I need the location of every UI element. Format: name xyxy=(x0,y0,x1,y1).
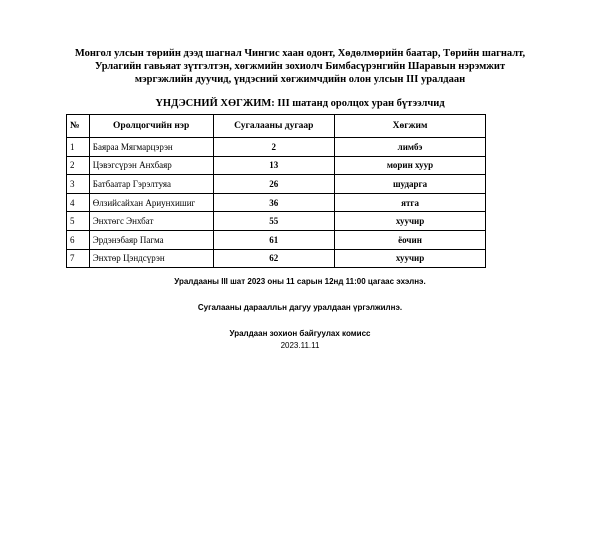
cell-number: 2 xyxy=(67,156,90,175)
table-row xyxy=(67,230,486,249)
cell-name: Өлзийсайхан Ариунхишиг xyxy=(89,193,213,212)
header-cell-number: № xyxy=(67,115,90,138)
cell-lot: 55 xyxy=(213,212,335,231)
header-cell-lot: Сугалааны дугаар xyxy=(213,115,335,138)
participants-table xyxy=(66,114,486,268)
table-row xyxy=(67,156,486,175)
cell-name: Энхтөгс Энхбат xyxy=(89,212,213,231)
cell-name: Энхтөр Цэндсүрэн xyxy=(89,249,213,268)
cell-instrument: морин хуур xyxy=(335,156,486,175)
document-date: 2023.11.11 xyxy=(280,341,320,350)
cell-name: Цэвэгсүрэн Анхбаяр xyxy=(89,156,213,175)
header-cell-name: Оролцогчийн нэр xyxy=(89,115,213,138)
cell-name: Баяраа Мягмарцэрэн xyxy=(89,138,213,157)
header-cell-instrument: Хөгжим xyxy=(335,115,486,138)
cell-number: 6 xyxy=(67,230,90,249)
cell-number: 7 xyxy=(67,249,90,268)
order-note: Сугалааны дараалльн дагуу уралдаан үргэлжилнэ. xyxy=(197,303,403,312)
cell-lot: 2 xyxy=(213,138,335,157)
organizer-signature: Уралдаан зохион байгуулах комисс xyxy=(229,329,371,338)
cell-number: 5 xyxy=(67,212,90,231)
header-line: Урлагийн гавьяат зүтгэлтэн, хөгжмийн зохиолч Бимбасүрэнгийн Шаравын нэрэмжит xyxy=(94,61,506,72)
cell-instrument: лимбэ xyxy=(335,138,486,157)
cell-instrument: шударга xyxy=(335,175,486,194)
cell-instrument: ятга xyxy=(335,193,486,212)
cell-instrument: хуучир xyxy=(335,212,486,231)
cell-number: 4 xyxy=(67,193,90,212)
cell-lot: 13 xyxy=(213,156,335,175)
table-row xyxy=(67,249,486,268)
cell-lot: 26 xyxy=(213,175,335,194)
table-row xyxy=(67,138,486,157)
header-line: мэргэжлийн дуучид, үндэсний хөгжимчдийн олон улсын III уралдаан xyxy=(134,74,466,85)
table-row xyxy=(67,212,486,231)
cell-lot: 62 xyxy=(213,249,335,268)
cell-number: 3 xyxy=(67,175,90,194)
cell-lot: 36 xyxy=(213,193,335,212)
schedule-note: Уралдааны III шат 2023 оны 11 сарын 12нд 11:00 цагаас эхэлнэ. xyxy=(174,277,426,286)
document-subtitle: ҮНДЭСНИЙ ХӨГЖИМ: III шатанд оролцох уран бүтээлчид xyxy=(155,98,445,109)
cell-name: Эрдэнэбаяр Пагма xyxy=(89,230,213,249)
header-line: Монгол улсын төрийн дээд шагнал Чингис хаан одонт, Хөдөлмөрийн баатар, Төрийн шагналт, xyxy=(74,48,526,59)
cell-number: 1 xyxy=(67,138,90,157)
table-row xyxy=(67,175,486,194)
cell-lot: 61 xyxy=(213,230,335,249)
document-header xyxy=(60,47,540,86)
cell-instrument: ёочин xyxy=(335,230,486,249)
table-header-row xyxy=(67,115,486,138)
cell-instrument: хуучир xyxy=(335,249,486,268)
cell-name: Батбаатар Гэрэлтуяа xyxy=(89,175,213,194)
table-row xyxy=(67,193,486,212)
